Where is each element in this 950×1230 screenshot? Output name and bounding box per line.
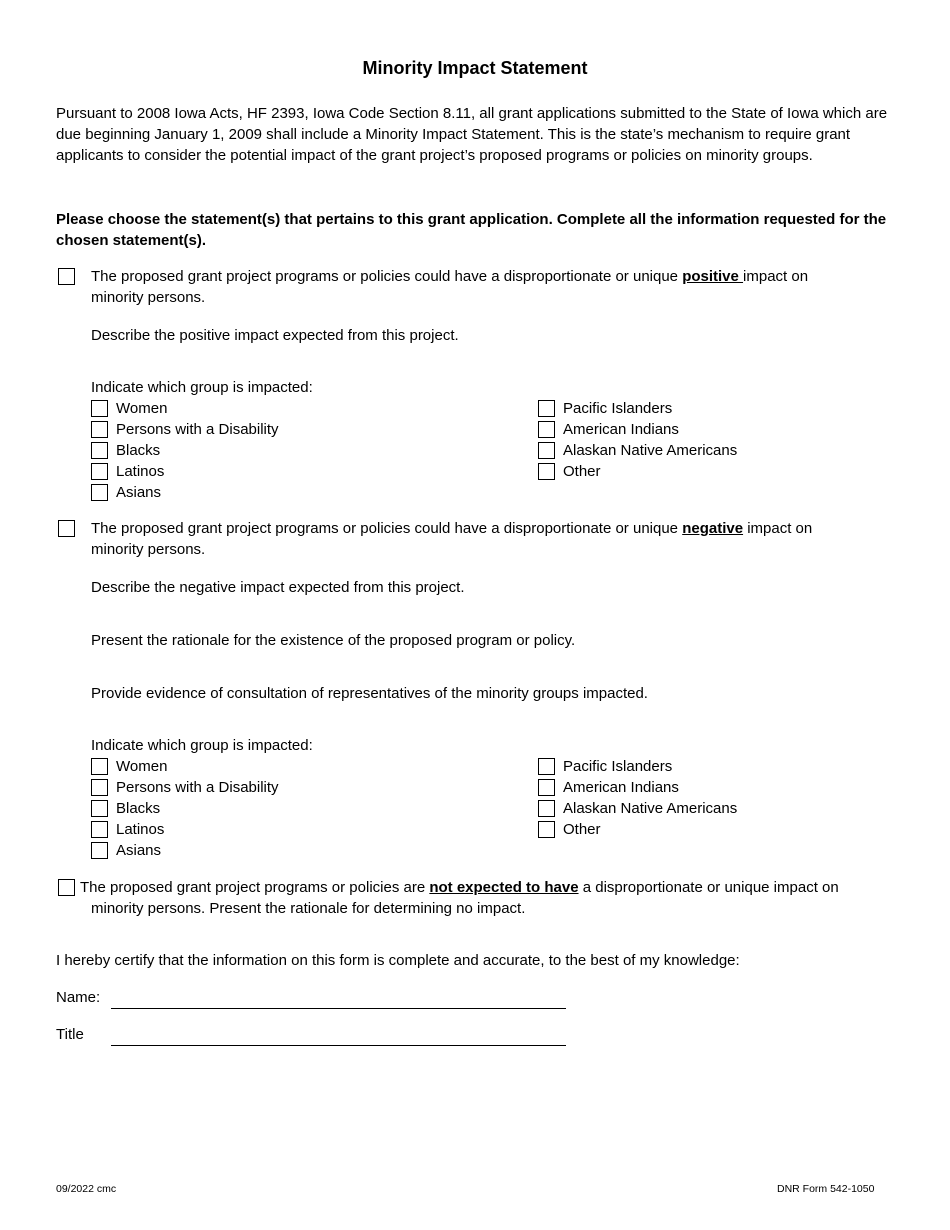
positive-emphasis: positive — [682, 268, 744, 285]
no-impact-statement-line2: minority persons. Present the rationale for determining no impact. — [91, 900, 526, 917]
positive-impact-checkbox[interactable] — [58, 268, 75, 285]
negative-group-label: Blacks — [116, 800, 161, 817]
negative-group-label: Latinos — [116, 821, 165, 838]
negative-indicate-label: Indicate which group is impacted: — [91, 737, 313, 754]
positive-group-label: Alaskan Native Americans — [563, 442, 738, 459]
positive-group-label: Other — [563, 463, 601, 480]
intro-paragraph: Pursuant to 2008 Iowa Acts, HF 2393, Iowa Code Section 8.11, all grant applications submitted to the State of Iowa which are due beginning January 1, 2009 shall include a Minority Impact Statement. This is the state’s mechanism to require grant applicants to consider the potential impact of the grant project’s proposed programs or policies on minority groups. — [56, 105, 888, 164]
footer-form-number: DNR Form 542-1050 — [777, 1183, 875, 1195]
page-title: Minority Impact Statement — [362, 58, 588, 78]
positive-group-label: Pacific Islanders — [563, 400, 673, 417]
positive-group-checkbox[interactable] — [91, 463, 108, 480]
negative-rationale-prompt: Present the rationale for the existence of the proposed program or policy. — [91, 632, 576, 649]
positive-group-checkbox[interactable] — [91, 400, 108, 417]
negative-group-label: Pacific Islanders — [563, 758, 673, 775]
certify-statement: I hereby certify that the information on this form is complete and accurate, to the best of my knowledge: — [56, 952, 740, 969]
positive-statement-line1: The proposed grant project programs or policies could have a disproportionate or unique positive impact on — [91, 268, 809, 285]
negative-group-checkbox[interactable] — [538, 758, 555, 775]
positive-group-checkbox[interactable] — [91, 421, 108, 438]
positive-group-checkbox[interactable] — [538, 442, 555, 459]
positive-group-label: Blacks — [116, 442, 161, 459]
negative-group-checkbox[interactable] — [91, 821, 108, 838]
positive-group-checkbox[interactable] — [538, 400, 555, 417]
negative-statement-line2: minority persons. — [91, 541, 206, 558]
no-impact-statement-line1: The proposed grant project programs or policies are not expected to have a disproportionate or unique impact on — [80, 879, 839, 896]
negative-emphasis: negative — [682, 520, 744, 537]
negative-impact-checkbox[interactable] — [58, 520, 75, 537]
positive-group-checkbox[interactable] — [538, 421, 555, 438]
negative-group-checkbox[interactable] — [91, 758, 108, 775]
negative-describe-prompt: Describe the negative impact expected from this project. — [91, 579, 465, 596]
negative-group-checkbox[interactable] — [538, 779, 555, 796]
positive-describe-prompt: Describe the positive impact expected from this project. — [91, 327, 459, 344]
name-input-line[interactable] — [111, 1008, 566, 1009]
negative-group-checkbox[interactable] — [91, 800, 108, 817]
negative-group-label: Women — [116, 758, 168, 775]
negative-group-label: Asians — [116, 842, 162, 859]
negative-group-label: Alaskan Native Americans — [563, 800, 738, 817]
negative-group-label: Other — [563, 821, 601, 838]
positive-statement-line2: minority persons. — [91, 289, 206, 306]
positive-group-label: Women — [116, 400, 168, 417]
name-label: Name: — [56, 989, 101, 1006]
title-label: Title — [56, 1026, 84, 1043]
positive-group-label: Latinos — [116, 463, 165, 480]
negative-group-label: American Indians — [563, 779, 679, 796]
title-input-line[interactable] — [111, 1045, 566, 1046]
negative-evidence-prompt: Provide evidence of consultation of representatives of the minority groups impacted. — [91, 685, 648, 702]
negative-group-checkbox[interactable] — [91, 842, 108, 859]
positive-group-checkbox[interactable] — [91, 442, 108, 459]
no-impact-checkbox[interactable] — [58, 879, 75, 896]
instructions: Please choose the statement(s) that pertains to this grant application. Complete all the information requested for the chosen statement(s). — [56, 211, 887, 249]
no-impact-emphasis: not expected to have — [429, 879, 579, 896]
positive-group-label: Persons with a Disability — [116, 421, 279, 438]
negative-statement-line1: The proposed grant project programs or policies could have a disproportionate or unique negative impact on — [91, 520, 813, 537]
footer-date: 09/2022 cmc — [56, 1183, 117, 1195]
positive-group-checkbox[interactable] — [91, 484, 108, 501]
positive-group-label: American Indians — [563, 421, 679, 438]
negative-group-checkbox[interactable] — [538, 800, 555, 817]
negative-group-checkbox[interactable] — [91, 779, 108, 796]
negative-group-label: Persons with a Disability — [116, 779, 279, 796]
positive-group-checkbox[interactable] — [538, 463, 555, 480]
positive-group-label: Asians — [116, 484, 162, 501]
negative-group-checkbox[interactable] — [538, 821, 555, 838]
positive-indicate-label: Indicate which group is impacted: — [91, 379, 313, 396]
